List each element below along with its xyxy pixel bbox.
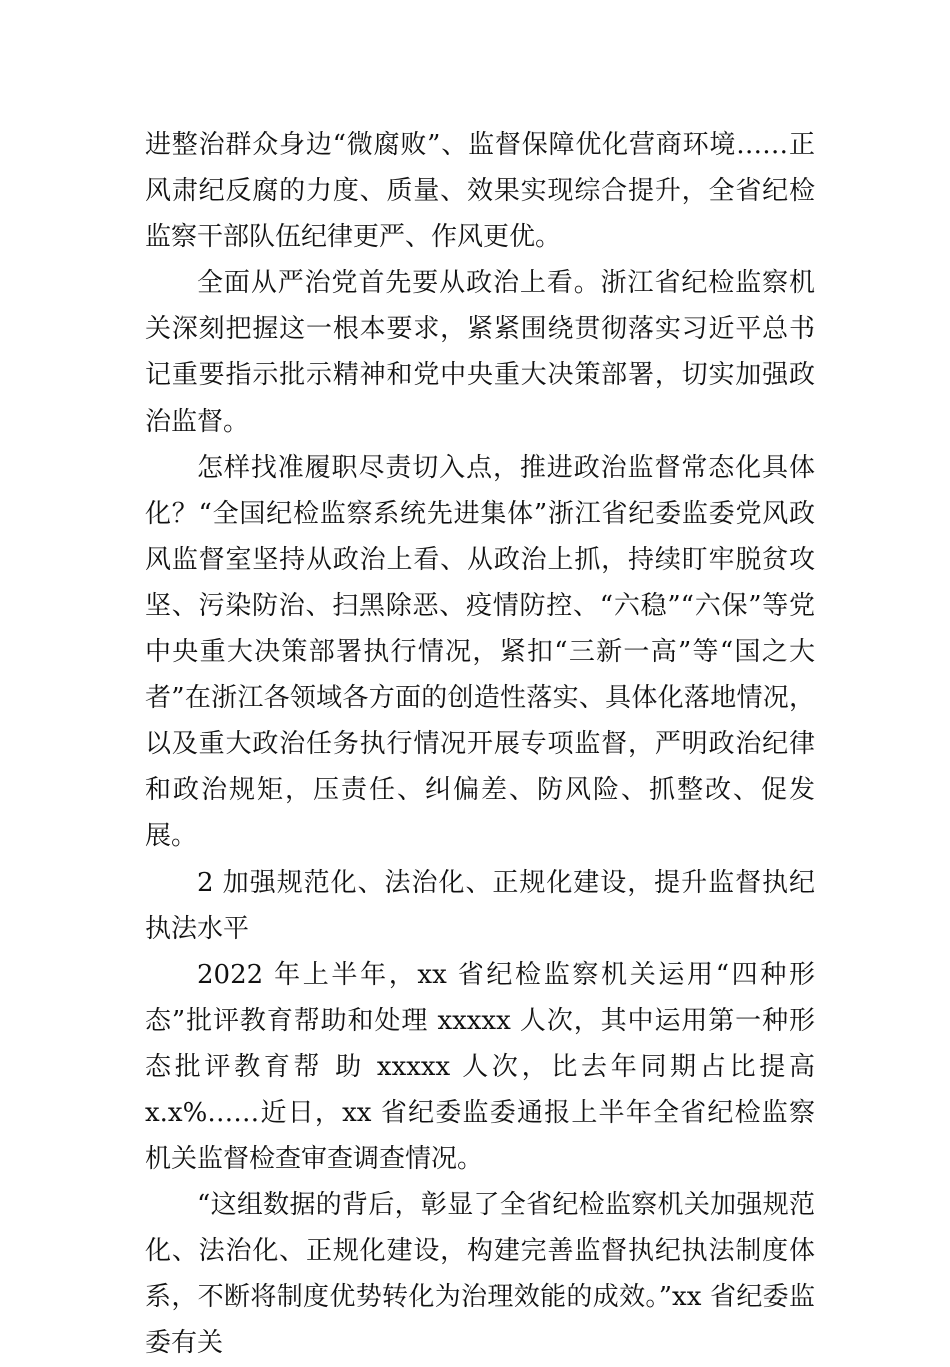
paragraph-political-view: 全面从严治党首先要从政治上看。浙江省纪检监察机关深刻把握这一根本要求，紧紧围绕贯彻落实习近平总书记重要指示批示精神和党中央重大决策部署，切实加强政治监督。: [145, 268, 815, 437]
paragraph-quote: “这组数据的背后，彰显了全省纪检监察机关加强规范化、法治化、正规化建设，构建完善监督执纪执法制度体系，不断将制度优势转化为治理效能的成效。”xx 省纪委监委有关: [145, 1190, 815, 1359]
paragraph-continuation: 进整治群众身边“微腐败”、监督保障优化营商环境……正风肃纪反腐的力度、质量、效果实现综合提升，全省纪检监察干部队伍纪律更严、作风更优。: [145, 130, 815, 253]
paragraph-statistics: 2022 年上半年，xx 省纪检监察机关运用“四种形态”批评教育帮助和处理 xxxxx 人次，其中运用第一种形态批评教育帮 助 xxxxx 人次，比去年同期占比提高 x.x%……近日，xx 省纪委监委通报上半年全省纪检监察机关监督检查审查调查情况。: [145, 959, 815, 1175]
document-body: [145, 122, 815, 1367]
section-heading-2: 2 加强规范化、法治化、正规化建设，提升监督执纪执法水平: [145, 867, 815, 944]
paragraph-political-supervision: 怎样找准履职尽责切入点，推进政治监督常态化具体化？“全国纪检监察系统先进集体”浙江省纪委监委党风政风监督室坚持从政治上看、从政治上抓，持续盯牢脱贫攻坚、污染防治、扫黑除恶、疫情防控、“六稳”“六保”等党中央重大决策部署执行情况，紧扣“三新一高”等“国之大者”在浙江各领域各方面的创造性落实、具体化落地情况，以及重大政治任务执行情况开展专项监督，严明政治纪律和政治规矩，压责任、纠偏差、防风险、抓整改、促发展。: [145, 452, 815, 852]
